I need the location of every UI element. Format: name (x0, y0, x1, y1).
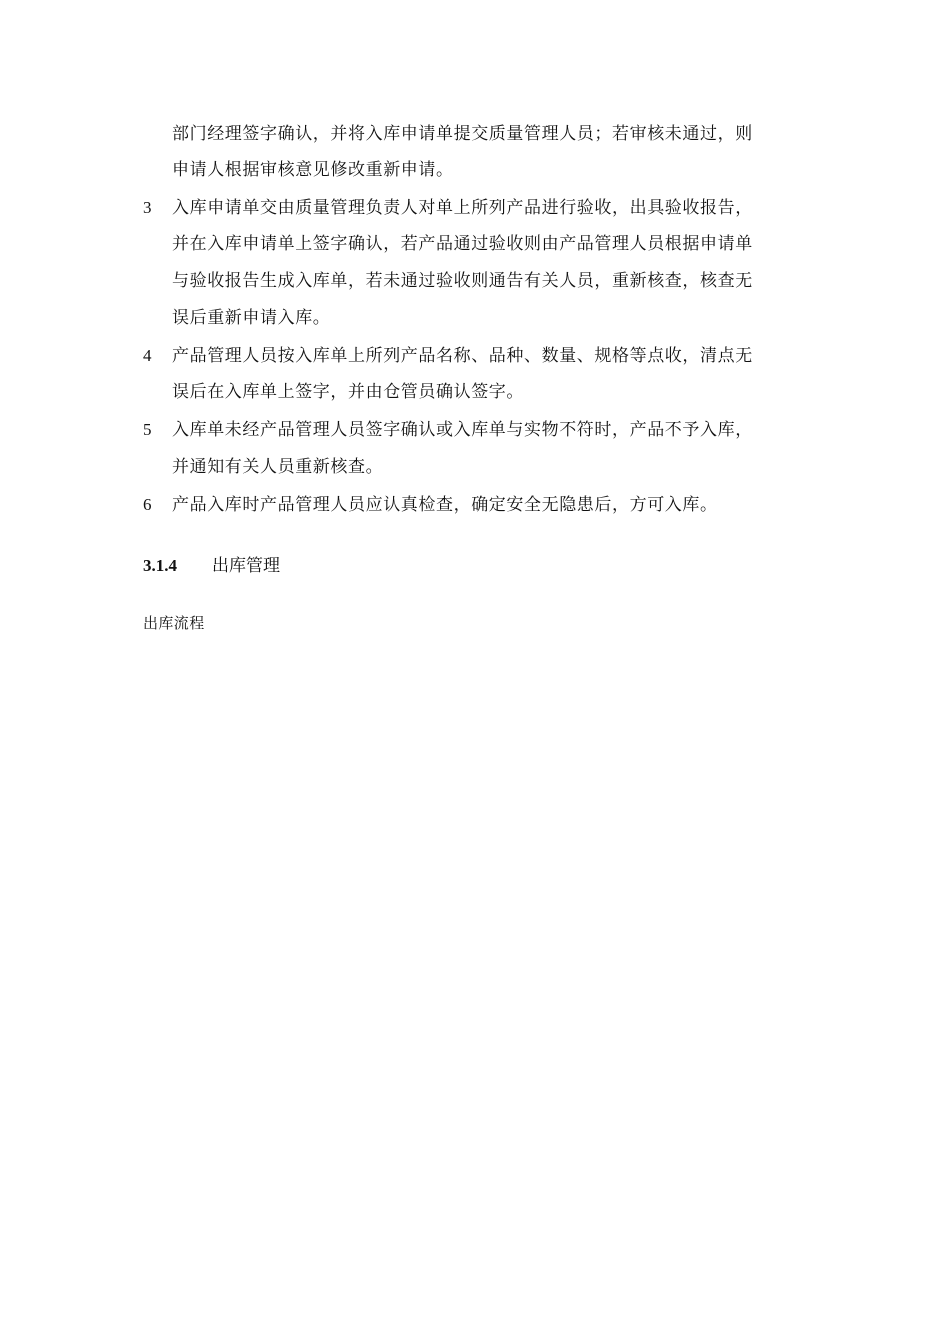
list-item-number: 4 (143, 346, 152, 365)
section-title: 出库管理 (212, 556, 280, 576)
paragraph-line: 部门经理签字确认，并将入库申请单提交质量管理人员；若审核未通过，则 (172, 124, 753, 144)
figure-caption: 出库流程 (143, 614, 205, 632)
list-item-line: 入库申请单交由质量管理负责人对单上所列产品进行验收，出具验收报告， (172, 198, 753, 218)
paragraph-line: 申请人根据审核意见修改重新申请。 (172, 160, 454, 180)
list-item-line: 并在入库申请单上签字确认，若产品通过验收则由产品管理人员根据申请单 (172, 234, 753, 254)
list-item-number: 3 (143, 198, 152, 217)
list-item-line: 产品入库时产品管理人员应认真检查，确定安全无隐患后，方可入库。 (172, 495, 718, 515)
list-item-line: 产品管理人员按入库单上所列产品名称、品种、数量、规格等点收，清点无 (172, 346, 753, 366)
list-item-number: 6 (143, 495, 152, 514)
list-item-line: 入库单未经产品管理人员签字确认或入库单与实物不符时，产品不予入库， (172, 420, 753, 440)
list-item-line: 与验收报告生成入库单，若未通过验收则通告有关人员，重新核查，核查无 (172, 271, 753, 291)
list-item-number: 5 (143, 420, 152, 439)
list-item-line: 并通知有关人员重新核查。 (172, 457, 384, 477)
list-item-line: 误后在入库单上签字，并由仓管员确认签字。 (172, 382, 524, 402)
list-item-line: 误后重新申请入库。 (172, 308, 331, 328)
section-number: 3.1.4 (143, 556, 177, 575)
